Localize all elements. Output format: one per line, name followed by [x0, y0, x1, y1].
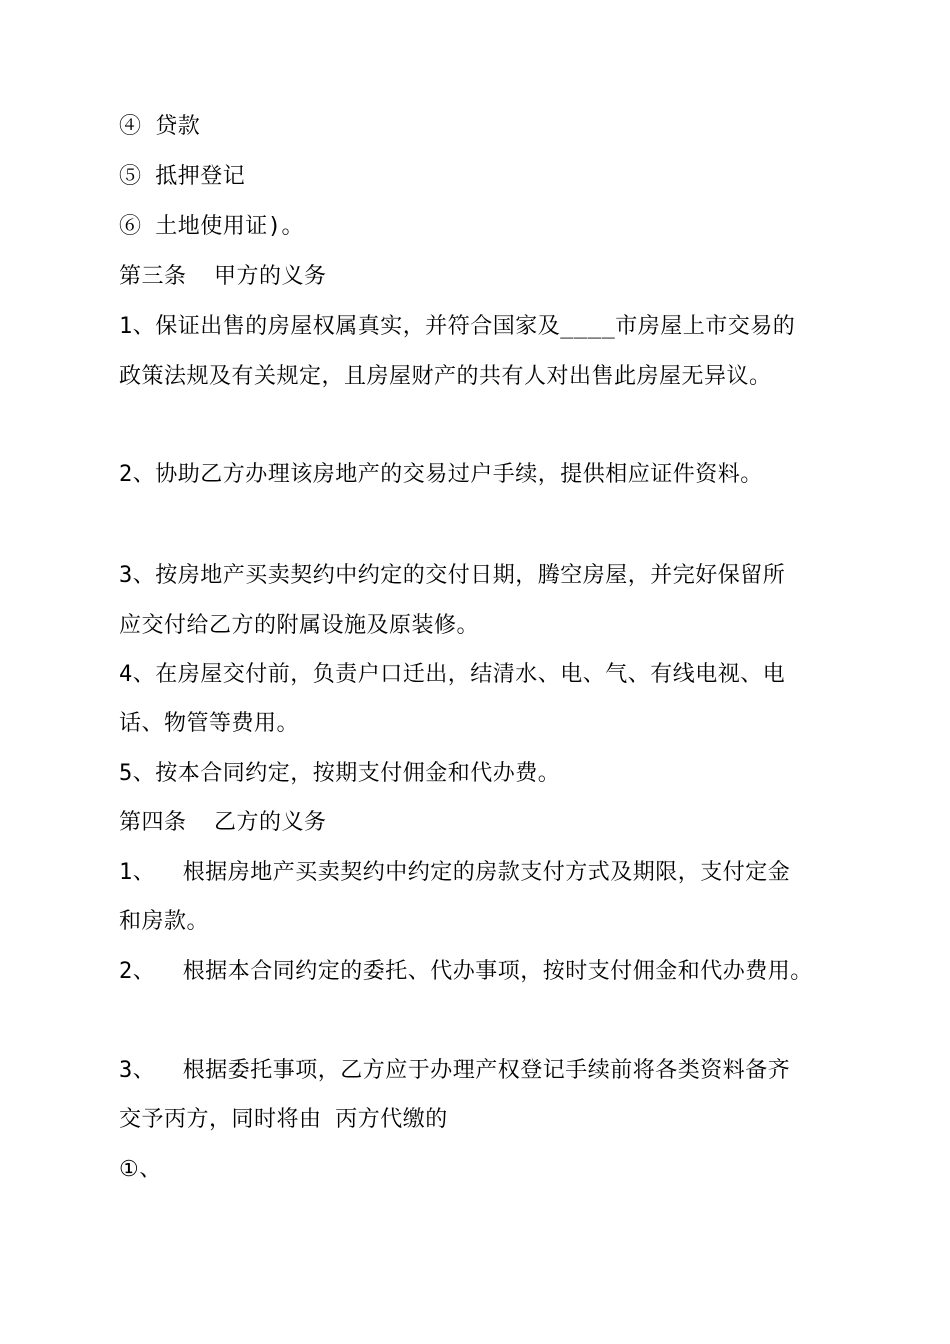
item-land-use-certificate: ⑥ 土地使用证)。 [119, 214, 304, 239]
article-4-clause-3-item-1: ①、 [119, 1157, 162, 1182]
article-3-clause-5: 5、按本合同约定，按期支付佣金和代办费。 [119, 761, 561, 786]
article-3-clause-1-line-1: 1、保证出售的房屋权属真实，并符合国家及____市房屋上市交易的 [119, 314, 796, 339]
article-3-clause-4-line-1: 4、在房屋交付前，负责户口迁出，结清水、电、气、有线电视、电 [119, 662, 786, 687]
article-4-clause-3-line-1: 3、 根据委托事项，乙方应于办理产权登记手续前将各类资料备齐 [119, 1058, 791, 1083]
article-3-clause-4-line-2: 话、物管等费用。 [119, 711, 300, 736]
article-3-heading: 第三条 甲方的义务 [119, 264, 327, 289]
article-4-clause-1-line-2: 和房款。 [119, 909, 210, 934]
article-4-clause-1-line-1: 1、 根据房地产买卖契约中约定的房款支付方式及期限，支付定金 [119, 860, 791, 885]
article-3-clause-3-line-2: 应交付给乙方的附属设施及原装修。 [119, 613, 480, 638]
article-4-clause-2: 2、 根据本合同约定的委托、代办事项，按时支付佣金和代办费用。 [119, 959, 813, 984]
item-loan: ④ 贷款 [119, 114, 201, 139]
article-4-clause-3-line-2: 交予丙方，同时将由 丙方代缴的 [119, 1107, 448, 1132]
item-mortgage-registration: ⑤ 抵押登记 [119, 164, 246, 189]
article-4-heading: 第四条 乙方的义务 [119, 810, 327, 835]
article-3-clause-2: 2、协助乙方办理该房地产的交易过户手续，提供相应证件资料。 [119, 462, 763, 487]
article-3-clause-1-line-2: 政策法规及有关规定，且房屋财产的共有人对出售此房屋无异议。 [119, 364, 772, 389]
article-3-clause-3-line-1: 3、按房地产买卖契约中约定的交付日期，腾空房屋，并完好保留所 [119, 563, 786, 588]
